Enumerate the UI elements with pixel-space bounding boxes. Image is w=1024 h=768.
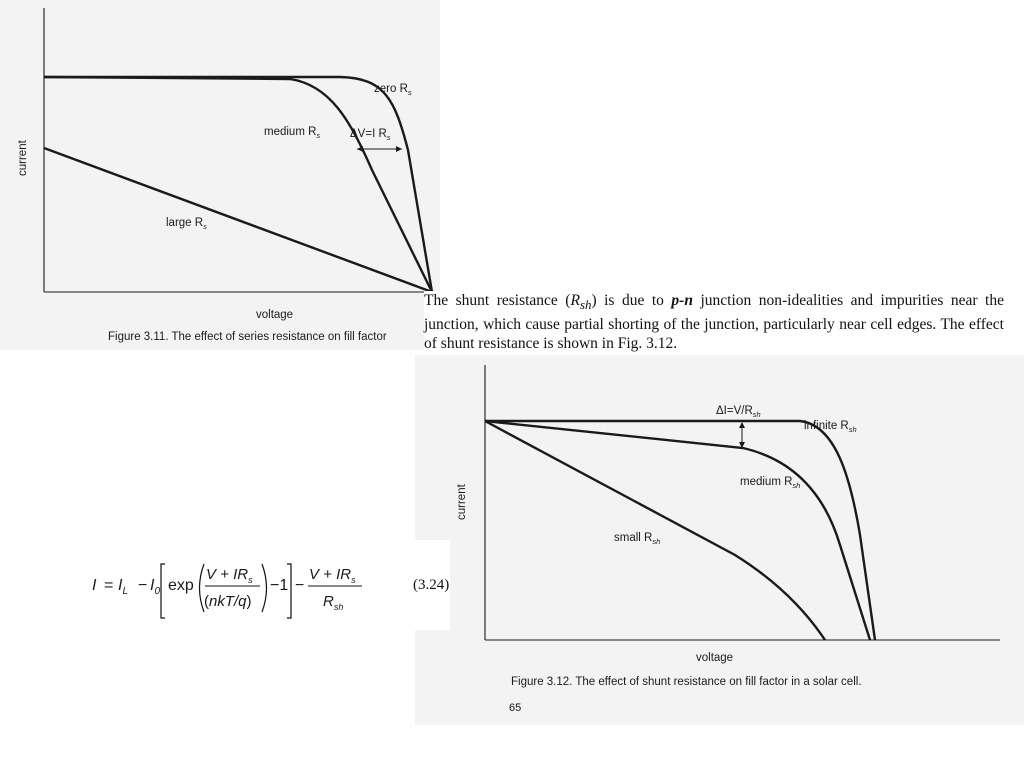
curve-zero-rs: [44, 77, 432, 292]
label-medium-rs: medium $R_s$: [264, 126, 321, 140]
figure-3-11-plot: [0, 0, 440, 350]
eq-minus: −: [138, 577, 148, 594]
eq-denominator: (nkT/q): [204, 593, 252, 610]
y-axis-label: current: [17, 140, 29, 176]
page-number: 65: [509, 702, 522, 714]
curve-large-rs: [44, 148, 432, 292]
equation-number: (3.24): [413, 577, 450, 593]
curve-small-rsh: [485, 421, 825, 640]
eq-exp: exp: [168, 577, 194, 594]
label-delta-v: ΔV=I $R_s$: [350, 128, 391, 142]
eq-i0: $I_0$: [150, 577, 161, 597]
body-paragraph: The shunt resistance $(R_{sh})$ is due to p-n junction non-idealities and impurities near the junction, which cause partial shorting of the junction, particularly near cell edges. The effect of shunt resistance is shown in Fig. 3.12.: [424, 292, 1004, 353]
right-paren: [262, 564, 267, 612]
label-zero-rs: zero $R_s$: [374, 83, 412, 97]
figure-3-12: [415, 355, 1024, 725]
label-infinite-rsh: infinite $R_{sh}$: [804, 420, 857, 434]
equation-graphic: [70, 540, 450, 630]
eq-fraction2-numerator: $V + IR_s$: [309, 566, 356, 585]
figure-3-11: [0, 0, 440, 350]
x-axis-label: voltage: [696, 652, 734, 664]
figure-caption: Figure 3.11. The effect of series resistance on fill factor: [108, 331, 387, 343]
eq-i: I: [92, 577, 97, 594]
eq-minus-one: −1: [270, 577, 289, 594]
figure-3-12-plot: [415, 355, 1024, 725]
curve-infinite-rsh: [485, 421, 875, 640]
eq-equals: =: [104, 577, 114, 594]
left-bracket: [161, 564, 165, 618]
label-large-rs: large $R_s$: [166, 217, 207, 231]
figure-caption: Figure 3.12. The effect of shunt resistance on fill factor in a solar cell.: [511, 676, 862, 688]
label-small-rsh: small $R_{sh}$: [614, 532, 661, 546]
label-delta-i: $\Delta I=V/R_{sh}$: [716, 405, 761, 419]
eq-il: $I_L$: [118, 577, 129, 597]
curve-medium-rs: [44, 77, 432, 292]
equation-3-24: [70, 540, 450, 630]
eq-minus2: −: [295, 577, 305, 594]
label-medium-rsh: medium $R_{sh}$: [740, 476, 801, 490]
x-axis-label: voltage: [256, 309, 294, 321]
curve-medium-rsh: [485, 421, 870, 640]
y-axis-label: current: [456, 484, 468, 520]
eq-numerator: $V + IR_s$: [206, 566, 253, 585]
eq-fraction2-denominator: $R_{sh}$: [323, 593, 344, 612]
